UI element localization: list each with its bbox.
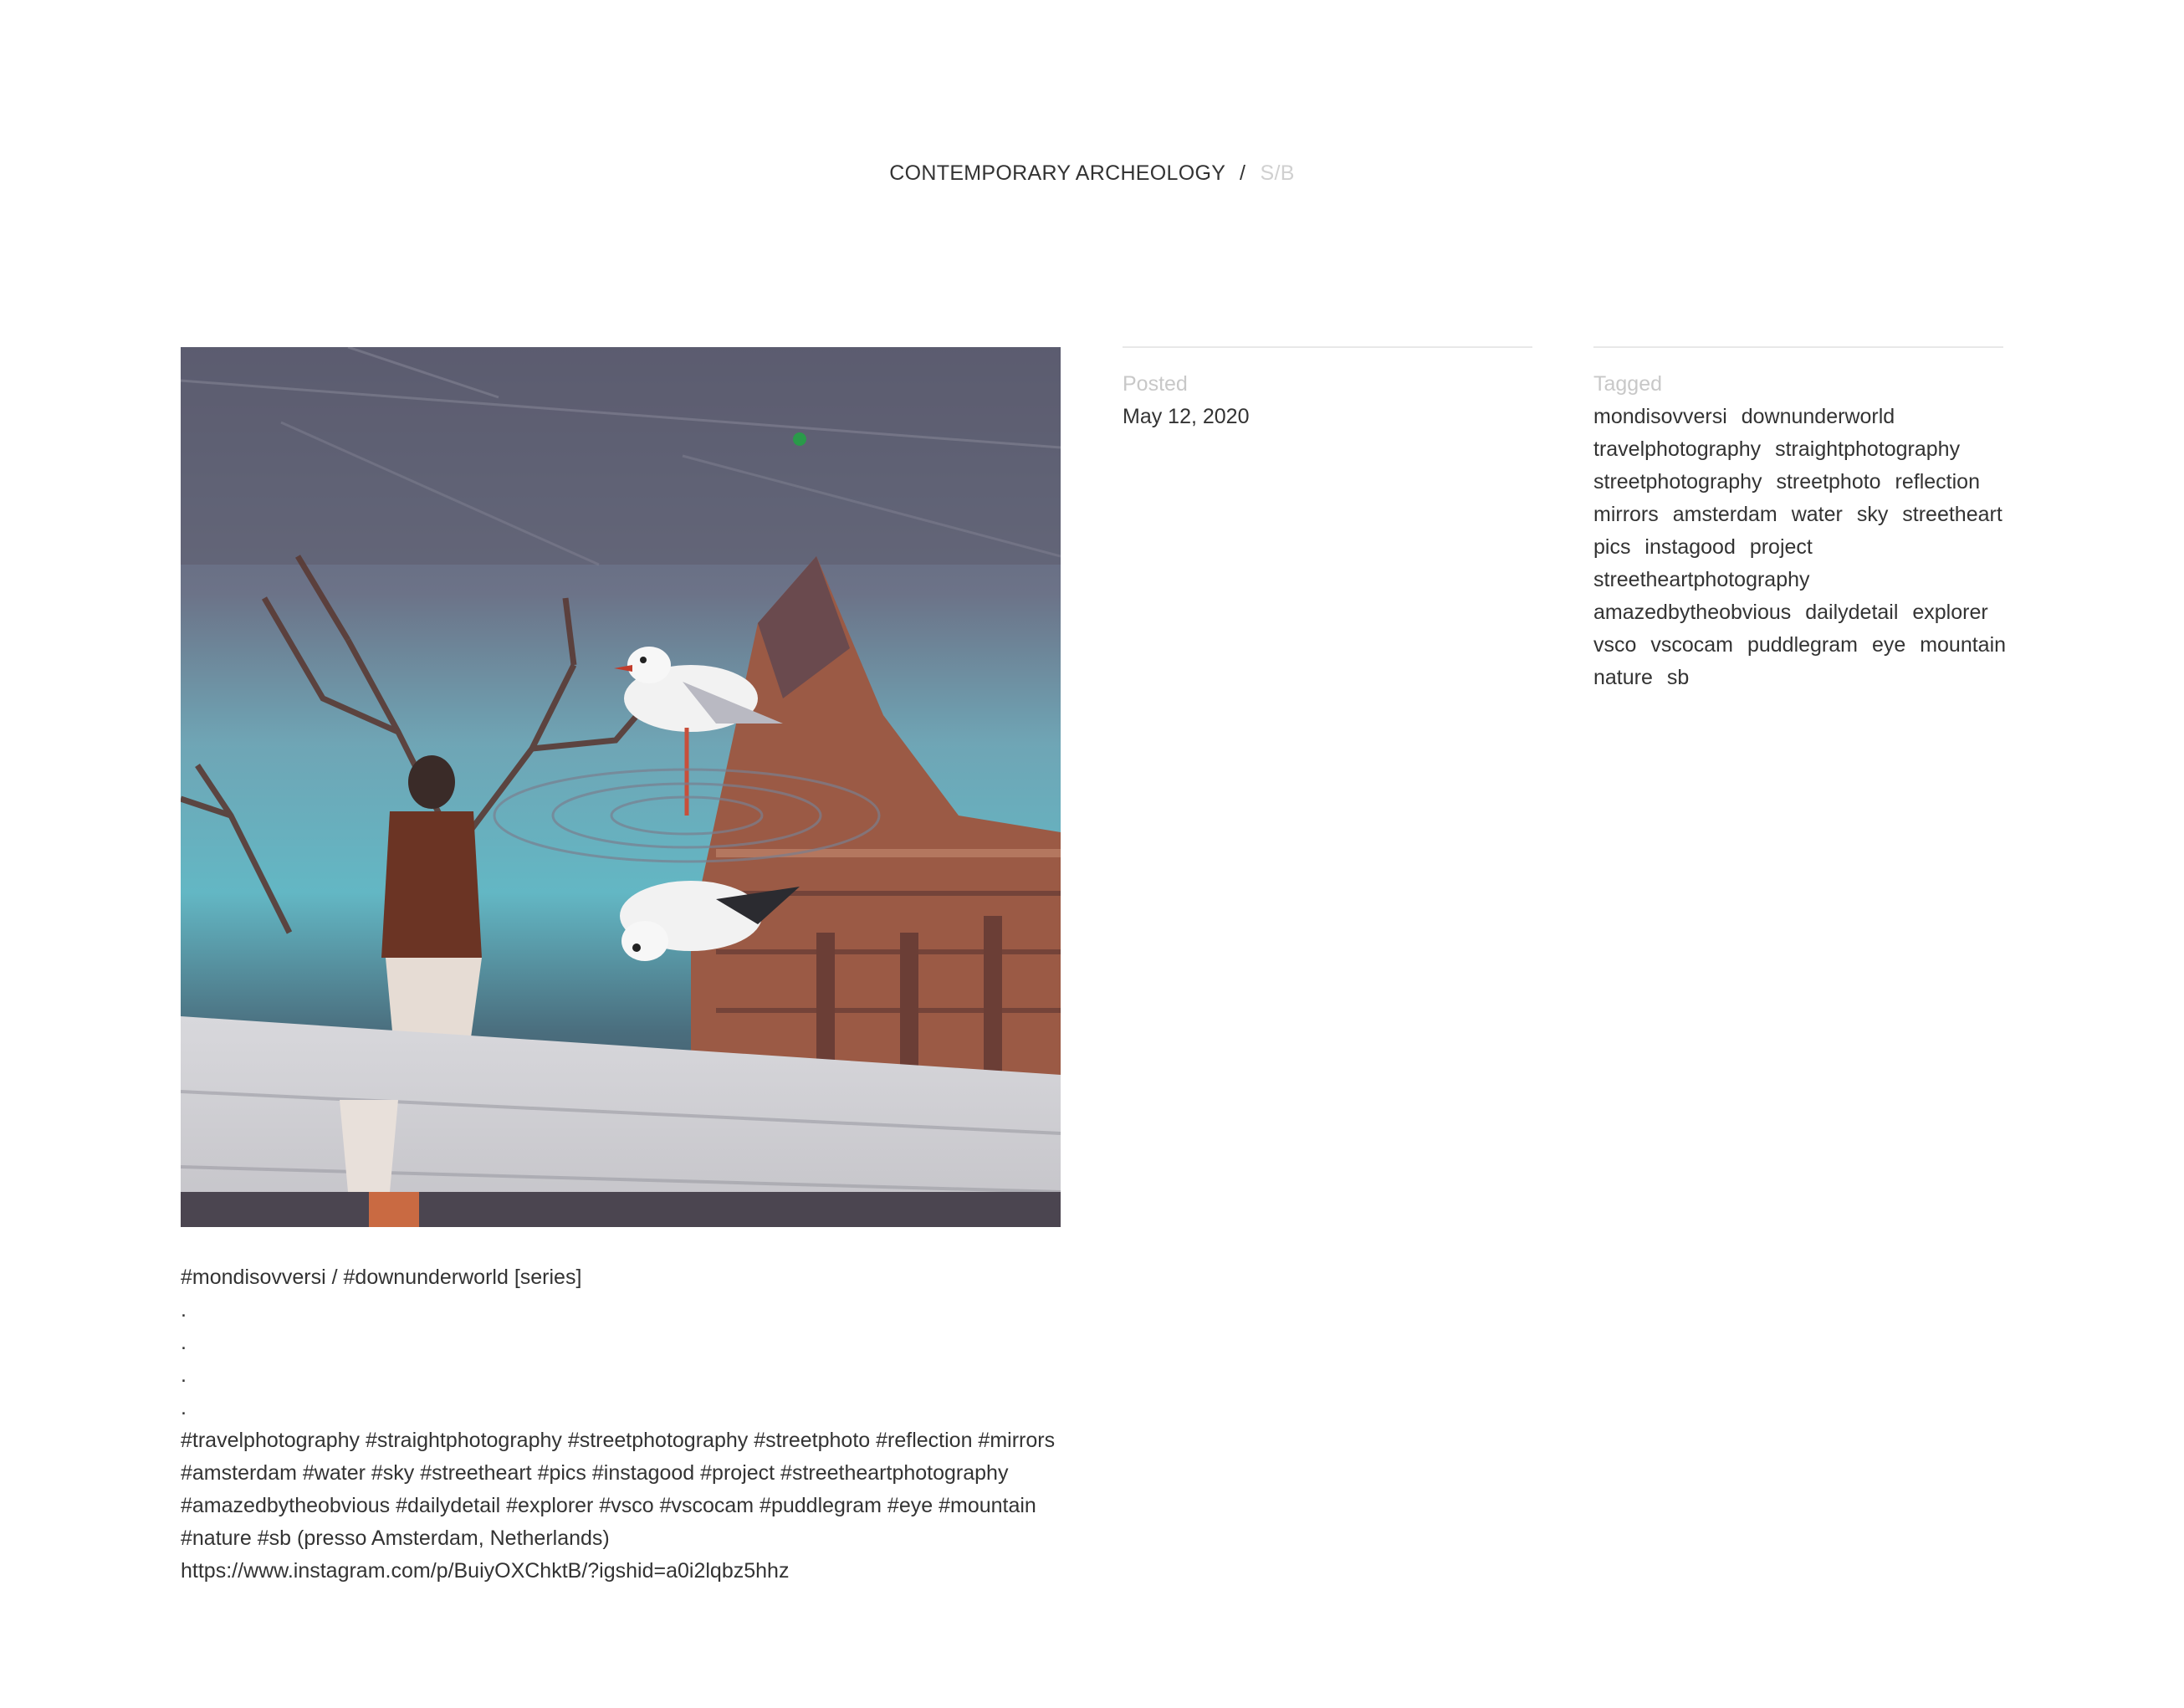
tag-line: [1593, 629, 2007, 662]
caption-line: #mondisovversi / #downunderworld [series]: [181, 1266, 582, 1289]
tagged-section: [1593, 346, 2007, 694]
caption-line: #nature #sb (presso Amsterdam, Netherlands): [181, 1526, 610, 1550]
tag-link[interactable]: streetheart: [1902, 503, 2002, 526]
tag-line: [1593, 499, 2003, 531]
tag-link[interactable]: downunderworld: [1741, 405, 1895, 428]
site-header: [0, 161, 2184, 186]
caption-line: .: [181, 1396, 187, 1419]
tag-link[interactable]: sky: [1856, 503, 1889, 526]
tag-link[interactable]: mirrors: [1593, 503, 1659, 526]
tag-link[interactable]: puddlegram: [1747, 633, 1858, 657]
tag-link[interactable]: amsterdam: [1672, 503, 1777, 526]
breadcrumb-current-page: S/B: [1260, 161, 1295, 185]
tag-link[interactable]: streetphoto: [1776, 470, 1881, 493]
caption-line: .: [181, 1298, 187, 1322]
tag-line: [1593, 662, 2003, 694]
tag-link[interactable]: reflection: [1895, 470, 1980, 493]
tag-link[interactable]: instagood: [1644, 535, 1736, 559]
caption-line: #amazedbytheobvious #dailydetail #explorer #vsco #vscocam #puddlegram #eye #mountain: [181, 1494, 1036, 1517]
caption-line: #travelphotography #straightphotography #streetphotography #streetphoto #reflection #mirrors: [181, 1429, 1056, 1452]
tag-link[interactable]: eye: [1871, 633, 1906, 657]
tag-link[interactable]: amazedbytheobvious: [1593, 601, 1792, 624]
post-photo[interactable]: [181, 347, 1061, 1227]
tag-line: [1593, 531, 2003, 564]
tag-link[interactable]: straightphotography: [1775, 437, 1961, 461]
caption-line: .: [181, 1331, 187, 1354]
caption-line: #amsterdam #water #sky #streetheart #pics #instagood #project #streetheartphotography: [181, 1461, 1009, 1485]
tag-link[interactable]: sb: [1666, 666, 1690, 689]
posted-date: May 12, 2020: [1123, 405, 1250, 428]
tag-link[interactable]: travelphotography: [1593, 437, 1762, 461]
tag-link[interactable]: streetheartphotography: [1593, 568, 1810, 591]
tag-line: [1593, 401, 2003, 433]
tag-link[interactable]: water: [1791, 503, 1843, 526]
posted-label: Posted: [1123, 372, 1188, 396]
caption-line: .: [181, 1363, 187, 1387]
tag-link[interactable]: nature: [1593, 666, 1653, 689]
tag-link[interactable]: streetphotography: [1593, 470, 1762, 493]
post-caption: [181, 1261, 1076, 1588]
tag-link[interactable]: explorer: [1912, 601, 1988, 624]
tag-line: [1593, 433, 2003, 466]
posted-section: [1123, 346, 1532, 433]
tag-line: [1593, 466, 2003, 499]
tag-link[interactable]: vsco: [1593, 633, 1637, 657]
tag-link[interactable]: dailydetail: [1805, 601, 1899, 624]
caption-source-link: https://www.instagram.com/p/BuiyOXChktB/?igshid=a0i2lqbz5hhz: [181, 1559, 790, 1583]
tag-link[interactable]: project: [1749, 535, 1813, 559]
tag-link[interactable]: mountain: [1920, 633, 2007, 657]
tag-link[interactable]: vscocam: [1650, 633, 1733, 657]
tag-link[interactable]: pics: [1593, 535, 1631, 559]
tag-link[interactable]: mondisovversi: [1593, 405, 1727, 428]
breadcrumb-separator: /: [1240, 161, 1246, 185]
site-title-link[interactable]: CONTEMPORARY ARCHEOLOGY: [889, 161, 1225, 185]
tag-line: [1593, 596, 2003, 629]
tag-line: [1593, 564, 2003, 596]
tagged-label: Tagged: [1593, 372, 1663, 396]
